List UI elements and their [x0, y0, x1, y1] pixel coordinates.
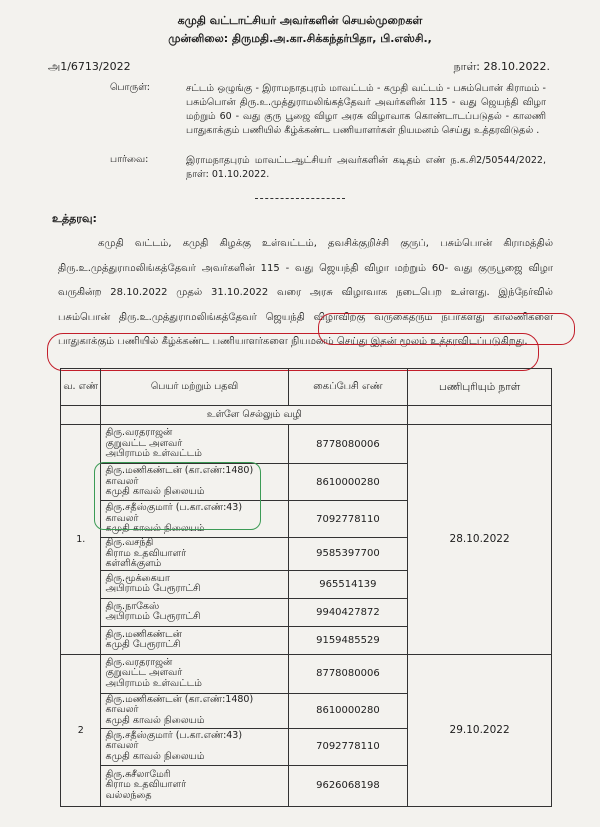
serial-number: 2 — [61, 654, 101, 806]
name-line: கமுதி காவல் நிலையம் — [105, 750, 205, 762]
name-line: அபிராமம் உள்வட்டம் — [105, 677, 202, 689]
name-line: வல்லந்தை — [105, 789, 152, 801]
section-label: உள்ளே செல்லும் வழி — [101, 406, 408, 425]
header-serial-no: வ. எண் — [61, 369, 101, 406]
phone-number: 8778080006 — [288, 654, 408, 693]
staff-name-designation — [101, 765, 288, 806]
serial-number: 1. — [61, 425, 101, 655]
name-line: காவலர் — [105, 512, 139, 524]
name-line: கமுதி காவல் நிலையம் — [105, 714, 205, 726]
name-line: கள்ளிக்குளம் — [105, 558, 162, 569]
header-phone: கைப்பேசி எண் — [288, 369, 408, 406]
staff-name-designation — [101, 538, 288, 571]
phone-number: 8610000280 — [288, 464, 408, 501]
name-line: திரு.நாகேஸ் — [105, 600, 160, 612]
name-line: திரு.வரதராஜன் — [105, 656, 173, 668]
red-highlight-ring-lower — [47, 333, 539, 371]
name-line: கமுதி காவல் நிலையம் — [105, 523, 205, 535]
staff-name-designation — [101, 598, 288, 626]
staff-name-designation — [101, 425, 288, 464]
name-line: அபிராமம் பேரூராட்சி — [105, 583, 201, 594]
staff-name-designation — [101, 570, 288, 598]
name-line: காவலர் — [105, 704, 139, 716]
name-line: காவலர் — [105, 740, 139, 752]
name-line: கிராம உதவியாளர் — [105, 779, 187, 791]
work-date: 29.10.2022 — [408, 654, 552, 806]
order-body: கமுதி வட்டம், கமுதி கிழக்கு உள்வட்டம், தவசிக்குறிச்சி குருப், பசும்பொன் கிராமத்தில் திரு.உ.முத்துராமலிங்கத்தேவர் அவர்களின் 115 - வது ஜெயந்தி விழா மற்றும் 60- வது குருபூஜை விழா வருகின்ற 28.10.2022 முதல் 31.10.2022 வரை அரசு விழாவாக நடைபெற உள்ளது. இந்நேர்வில் பசும்பொன் திரு.உ.முத்துராமலிங்கத்தேவர் ஜெயந்தி விழாவிற்கு வருகைதரும் நபர்களது காலணிகளை பாதுகாக்கும் பணியில் கீழ்க்கண்ட பணியாளர்களை நியமனம் செய்து இதன் மூலம் உத்தரவிடப்படுகிறது. — [58, 238, 553, 347]
name-line: திரு.மூக்கையா — [105, 572, 170, 584]
header-work-date: பணிபுரியும் நாள் — [408, 369, 552, 406]
phone-number: 8610000280 — [288, 693, 408, 728]
phone-number: 8778080006 — [288, 425, 408, 464]
staff-name-designation — [101, 654, 288, 693]
name-line: திரு.சதீஸ்குமார் (ப.கா.எண்:43) — [105, 502, 243, 514]
name-line: கமுதி பேரூராட்சி — [105, 639, 181, 650]
staff-table — [60, 368, 552, 807]
work-date: 28.10.2022 — [408, 425, 552, 655]
name-line: திரு.மணிகண்டன் (கா.எண்:1480) — [105, 693, 254, 705]
subject-text: சட்டம் ஒழுங்கு - இராமநாதபுரம் மாவட்டம் - கமுதி வட்டம் - பசும்பொன் கிராமம் - பசும்பொன் திரு.உ.முத்துராமலிங்கத்தேவர் அவர்களின் 115 - வது ஜெயந்தி விழா மற்றும் 60 - வது குரு பூஜை விழா அரசு விழாவாக கொண்டாடப்படுதல் - காலணி பாதுகாக்கும் பணியில் கீழ்க்கண்ட பணியாளர்கள் நியமனம் செய்து உத்தரவிடுதல் . — [186, 83, 546, 136]
name-line: குறுவட்ட அளவர் — [105, 667, 183, 679]
name-line: திரு.சுசீலாமேரி — [105, 768, 171, 780]
staff-name-designation — [101, 626, 288, 654]
phone-number: 7092778110 — [288, 728, 408, 765]
name-line: திரு.வசந்தி — [105, 537, 154, 548]
phone-number: 965514139 — [288, 570, 408, 598]
table-header-row — [61, 369, 552, 406]
order-label: உத்தரவு: — [52, 212, 97, 225]
staff-name-designation — [101, 728, 288, 765]
phone-number: 9940427872 — [288, 598, 408, 626]
order-date: நாள்: 28.10.2022. — [453, 60, 550, 73]
name-line: காவலர் — [105, 475, 139, 487]
name-line: கிராம உதவியாளர் — [105, 547, 187, 559]
presiding-officer: முன்னிலை: திருமதி.அ.கா.சிக்கந்தர்பிதா, பி.எஸ்சி., — [168, 32, 432, 45]
separator-line — [255, 198, 345, 199]
phone-number: 9159485529 — [288, 626, 408, 654]
office-title: கமுதி வட்டாட்சியர் அவர்களின் செயல்முறைகள் — [177, 14, 423, 27]
name-line: திரு.வரதராஜன் — [105, 427, 173, 439]
name-line: குறுவட்ட அளவர் — [105, 437, 183, 449]
name-line: கமுதி காவல் நிலையம் — [105, 486, 205, 498]
name-line: திரு.மணிகண்டன் — [105, 628, 182, 640]
reference-text: இராமநாதபுரம் மாவட்டஆட்சியர் அவர்களின் கடிதம் எண் ந.க.சி2/50544/2022, நாள்: 01.10.2022. — [186, 155, 546, 180]
staff-name-designation — [101, 693, 288, 728]
section-row — [61, 406, 552, 425]
phone-number: 7092778110 — [288, 501, 408, 538]
phone-number: 9626068198 — [288, 765, 408, 806]
table-row — [61, 654, 552, 693]
reference-number: அ1/6713/2022 — [48, 60, 131, 73]
phone-number: 9585397700 — [288, 538, 408, 571]
name-line: திரு.மணிகண்டன் (கா.எண்:1480) — [105, 465, 254, 477]
table-row — [61, 425, 552, 464]
reference-label: பார்வை: — [110, 154, 149, 165]
name-line: அபிராமம் பேரூராட்சி — [105, 611, 201, 622]
subject-label: பொருள்: — [110, 82, 151, 93]
name-line: திரு.சதீஸ்குமார் (ப.கா.எண்:43) — [105, 729, 243, 741]
green-highlight-ring — [94, 462, 261, 530]
header-name-designation: பெயர் மற்றும் பதவி — [101, 369, 288, 406]
name-line: அபிராமம் உள்வட்டம் — [105, 448, 202, 460]
